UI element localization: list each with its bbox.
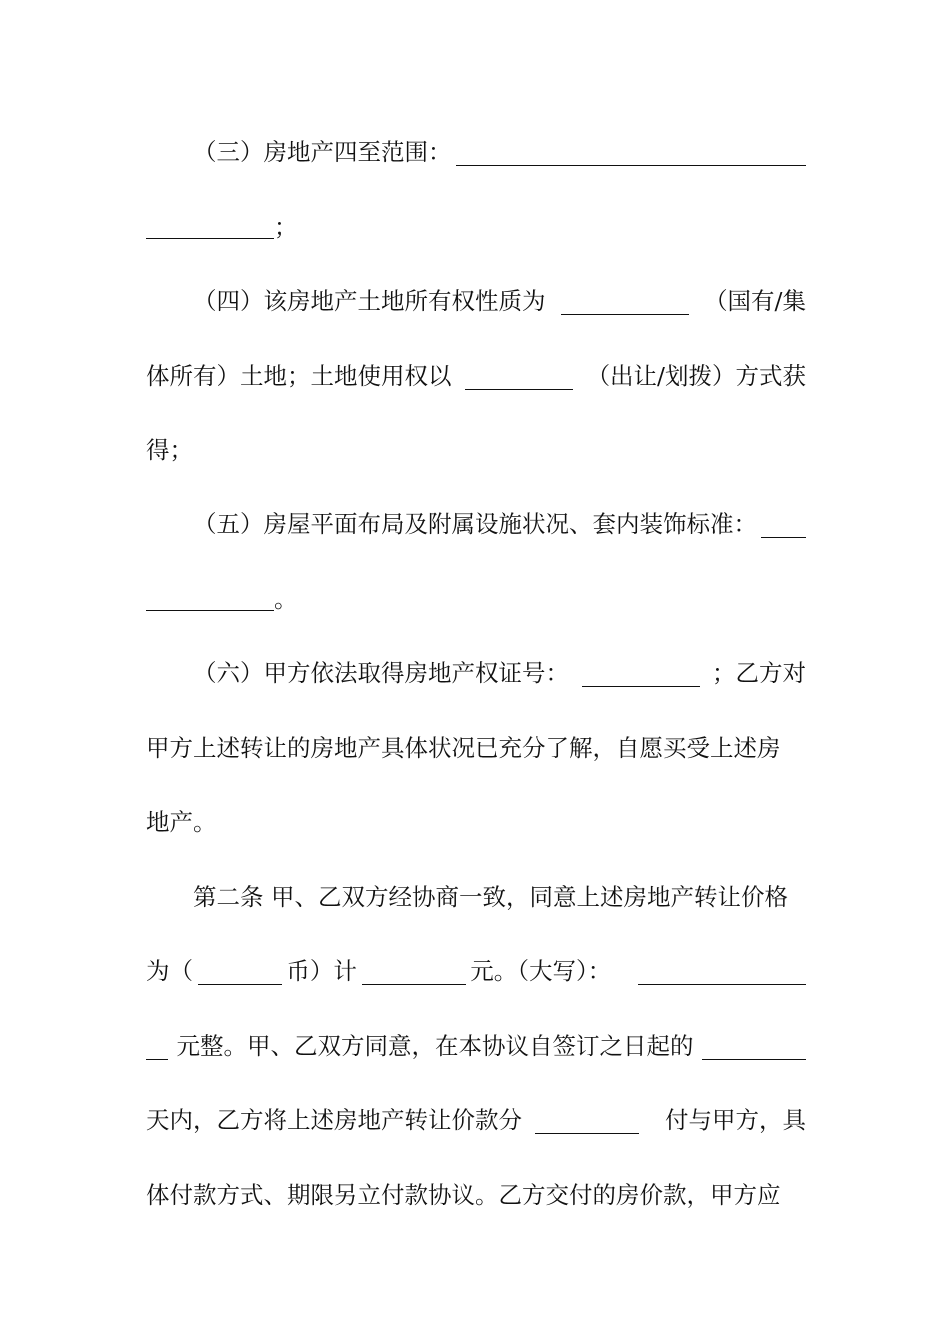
- clause-4-text: （四）该房地产土地所有权性质为: [193, 287, 546, 315]
- currency-text: 币）计: [286, 957, 357, 985]
- clause-6-text: （六）甲方依法取得房地产权证号：: [193, 659, 569, 687]
- understanding-text: 甲方上述转让的房地产具体状况已充分了解，自愿买受上述房: [146, 734, 781, 762]
- currency-blank[interactable]: [198, 958, 282, 985]
- amount-uppercase-blank[interactable]: [638, 958, 806, 985]
- clause-6-line: [193, 653, 806, 693]
- land-use-text: 体所有）土地；土地使用权以: [146, 362, 452, 390]
- period-text: 。: [274, 585, 298, 613]
- clause-6-line-2: [146, 728, 806, 768]
- article-2-text: 第二条 甲、乙双方经协商一致，同意上述房地产转让价格: [193, 883, 788, 911]
- clause-3-line: [193, 132, 806, 172]
- clause-5-line: [193, 504, 806, 544]
- installment-text: 天内，乙方将上述房地产转让价款分: [146, 1106, 522, 1134]
- amount-blank[interactable]: [362, 958, 466, 985]
- agreement-text: 元整。甲、乙双方同意，在本协议自签订之日起的: [176, 1032, 694, 1060]
- clause-5-continuation: [146, 579, 806, 619]
- certificate-number-blank[interactable]: [582, 660, 700, 687]
- price-line: [146, 951, 806, 991]
- ownership-options-text: （国有/集: [704, 287, 806, 315]
- installments-blank[interactable]: [535, 1107, 639, 1134]
- clause-4-line-3: [146, 430, 806, 470]
- payment-method-text: 体付款方式、期限另立付款协议。乙方交付的房价款，甲方应: [146, 1181, 781, 1209]
- land-use-method-blank[interactable]: [465, 363, 573, 390]
- payment-line: [146, 1026, 806, 1066]
- party-b-text: ；乙方对: [712, 659, 806, 687]
- clause-3-text: （三）房地产四至范围：: [193, 138, 452, 166]
- days-blank[interactable]: [702, 1033, 806, 1060]
- clause-6-line-3: [146, 802, 806, 842]
- clause-4-line-2: [146, 356, 806, 396]
- ownership-nature-blank[interactable]: [561, 288, 689, 315]
- land-use-options-text: （出让/划拨）方式获: [586, 362, 806, 390]
- layout-standard-blank-2[interactable]: [146, 584, 274, 611]
- amount-uppercase-blank-2[interactable]: [146, 1033, 168, 1060]
- layout-standard-blank[interactable]: [761, 511, 806, 538]
- boundary-blank[interactable]: [456, 139, 807, 166]
- clause-5-text: （五）房屋平面布局及附属设施状况、套内装饰标准：: [193, 510, 757, 538]
- payment-method-line: [146, 1175, 806, 1215]
- pay-party-a-text: 付与甲方，具: [665, 1106, 806, 1134]
- property-end-text: 地产。: [146, 808, 217, 836]
- amount-uppercase-text: 元。（大写）：: [470, 957, 612, 985]
- price-prefix-text: 为（: [146, 957, 193, 985]
- obtained-text: 得；: [146, 436, 193, 464]
- boundary-blank-2[interactable]: [146, 212, 274, 239]
- article-2-line: [193, 877, 806, 917]
- installment-line: [146, 1100, 806, 1140]
- clause-3-continuation: [146, 207, 806, 247]
- clause-4-line: [193, 281, 806, 321]
- semicolon-text: ；: [274, 213, 298, 241]
